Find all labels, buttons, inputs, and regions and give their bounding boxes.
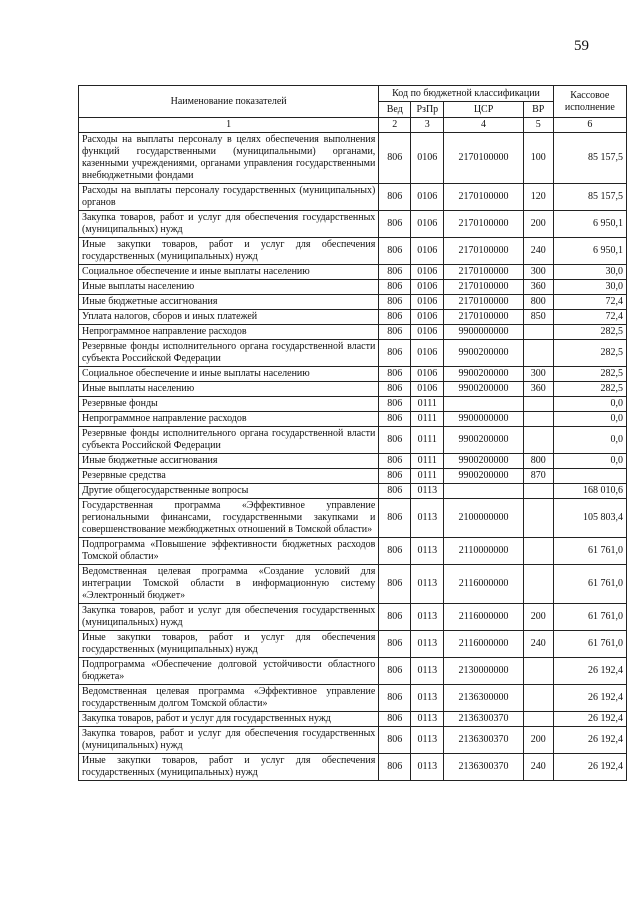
row-name: Непрограммное направление расходов — [79, 412, 379, 427]
row-rzpr: 0111 — [411, 469, 444, 484]
row-sum: 6 950,1 — [553, 238, 626, 265]
row-ved: 806 — [379, 310, 411, 325]
table-row — [79, 565, 627, 604]
row-ved: 806 — [379, 211, 411, 238]
row-sum: 61 761,0 — [553, 604, 626, 631]
table-row — [79, 754, 627, 781]
row-ved: 806 — [379, 604, 411, 631]
row-rzpr: 0113 — [411, 538, 444, 565]
table-row — [79, 184, 627, 211]
row-rzpr: 0113 — [411, 712, 444, 727]
row-csr: 2116000000 — [444, 565, 523, 604]
row-sum: 61 761,0 — [553, 565, 626, 604]
row-vr: 300 — [523, 367, 553, 382]
row-name: Иные бюджетные ассигнования — [79, 454, 379, 469]
table-row — [79, 499, 627, 538]
table-row — [79, 658, 627, 685]
row-vr — [523, 340, 553, 367]
row-ved: 806 — [379, 382, 411, 397]
row-sum: 61 761,0 — [553, 631, 626, 658]
row-rzpr: 0106 — [411, 310, 444, 325]
row-vr: 800 — [523, 295, 553, 310]
row-name: Иные выплаты населению — [79, 280, 379, 295]
row-ved: 806 — [379, 325, 411, 340]
row-ved: 806 — [379, 484, 411, 499]
table-row — [79, 727, 627, 754]
row-ved: 806 — [379, 499, 411, 538]
row-sum: 105 803,4 — [553, 499, 626, 538]
row-rzpr: 0113 — [411, 727, 444, 754]
row-sum: 85 157,5 — [553, 133, 626, 184]
row-vr — [523, 397, 553, 412]
row-rzpr: 0113 — [411, 565, 444, 604]
row-vr — [523, 538, 553, 565]
row-rzpr: 0113 — [411, 658, 444, 685]
row-sum: 6 950,1 — [553, 211, 626, 238]
row-ved: 806 — [379, 565, 411, 604]
row-vr: 360 — [523, 382, 553, 397]
row-name: Резервные фонды — [79, 397, 379, 412]
row-sum: 30,0 — [553, 265, 626, 280]
row-sum: 26 192,4 — [553, 712, 626, 727]
row-ved: 806 — [379, 280, 411, 295]
table-row — [79, 325, 627, 340]
row-vr: 800 — [523, 454, 553, 469]
row-sum: 72,4 — [553, 295, 626, 310]
table-row — [79, 310, 627, 325]
row-ved: 806 — [379, 469, 411, 484]
table-row — [79, 295, 627, 310]
table-row — [79, 340, 627, 367]
row-ved: 806 — [379, 412, 411, 427]
row-ved: 806 — [379, 295, 411, 310]
row-rzpr: 0113 — [411, 631, 444, 658]
row-csr: 9900200000 — [444, 367, 523, 382]
row-rzpr: 0111 — [411, 412, 444, 427]
table-row — [79, 454, 627, 469]
row-sum: 26 192,4 — [553, 685, 626, 712]
row-sum: 26 192,4 — [553, 658, 626, 685]
row-name: Подпрограмма «Повышение эффективности бюджетных расходов Томской области» — [79, 538, 379, 565]
row-rzpr: 0113 — [411, 685, 444, 712]
header-col-number: 1 — [79, 118, 379, 133]
row-name: Закупка товаров, работ и услуг для обеспечения государственных (муниципальных) нужд — [79, 604, 379, 631]
row-vr — [523, 499, 553, 538]
table-row — [79, 538, 627, 565]
table-body — [79, 133, 627, 781]
row-ved: 806 — [379, 397, 411, 412]
row-vr: 240 — [523, 631, 553, 658]
table-row — [79, 484, 627, 499]
row-sum: 30,0 — [553, 280, 626, 295]
row-rzpr: 0106 — [411, 133, 444, 184]
row-ved: 806 — [379, 712, 411, 727]
row-name: Закупка товаров, работ и услуг для обеспечения государственных (муниципальных) нужд — [79, 211, 379, 238]
row-ved: 806 — [379, 685, 411, 712]
table-row — [79, 604, 627, 631]
row-name: Закупка товаров, работ и услуг для обеспечения государственных (муниципальных) нужд — [79, 727, 379, 754]
row-vr: 100 — [523, 133, 553, 184]
table-row — [79, 469, 627, 484]
row-csr: 2170100000 — [444, 184, 523, 211]
row-vr: 200 — [523, 211, 553, 238]
row-ved: 806 — [379, 658, 411, 685]
row-vr — [523, 427, 553, 454]
row-csr: 2170100000 — [444, 238, 523, 265]
header-col-number: 3 — [411, 118, 444, 133]
row-sum: 85 157,5 — [553, 184, 626, 211]
row-sum: 282,5 — [553, 367, 626, 382]
table-row — [79, 238, 627, 265]
table-row — [79, 265, 627, 280]
row-csr: 2136300370 — [444, 754, 523, 781]
row-name: Иные закупки товаров, работ и услуг для обеспечения государственных (муниципальных) нужд — [79, 754, 379, 781]
row-rzpr: 0106 — [411, 211, 444, 238]
header-name: Наименование показателей — [79, 86, 379, 118]
row-sum — [553, 469, 626, 484]
row-rzpr: 0106 — [411, 280, 444, 295]
row-sum: 0,0 — [553, 427, 626, 454]
row-sum: 26 192,4 — [553, 727, 626, 754]
table-row — [79, 712, 627, 727]
row-rzpr: 0106 — [411, 238, 444, 265]
row-csr: 2170100000 — [444, 265, 523, 280]
row-ved: 806 — [379, 265, 411, 280]
row-csr: 2130000000 — [444, 658, 523, 685]
header-cash-execution: Кассовое исполнение — [553, 86, 626, 118]
table-row — [79, 280, 627, 295]
row-name: Резервные средства — [79, 469, 379, 484]
row-csr: 9900200000 — [444, 427, 523, 454]
row-csr: 2170100000 — [444, 211, 523, 238]
row-name: Расходы на выплаты персоналу в целях обеспечения выполнения функций государственными (муниципальными) органами, казенными учреждениями, органами управления государственными внебюджетными фондами — [79, 133, 379, 184]
row-name: Иные закупки товаров, работ и услуг для обеспечения государственных (муниципальных) нужд — [79, 238, 379, 265]
header-col-number: 2 — [379, 118, 411, 133]
row-csr: 2170100000 — [444, 310, 523, 325]
row-csr: 2100000000 — [444, 499, 523, 538]
row-sum: 72,4 — [553, 310, 626, 325]
table-row — [79, 367, 627, 382]
header-col-number: 5 — [523, 118, 553, 133]
header-classification-group: Код по бюджетной классификации — [379, 86, 553, 102]
table-row — [79, 685, 627, 712]
row-vr — [523, 412, 553, 427]
row-vr — [523, 712, 553, 727]
header-col-number: 6 — [553, 118, 626, 133]
header-rzpr: РзПр — [411, 102, 444, 118]
table-row — [79, 133, 627, 184]
row-sum: 168 010,6 — [553, 484, 626, 499]
row-name: Другие общегосударственные вопросы — [79, 484, 379, 499]
row-ved: 806 — [379, 454, 411, 469]
row-sum: 26 192,4 — [553, 754, 626, 781]
row-vr: 200 — [523, 727, 553, 754]
row-csr — [444, 484, 523, 499]
row-name: Социальное обеспечение и иные выплаты населению — [79, 367, 379, 382]
header-col-number: 4 — [444, 118, 523, 133]
row-name: Закупка товаров, работ и услуг для государственных нужд — [79, 712, 379, 727]
header-ved: Вед — [379, 102, 411, 118]
row-vr: 120 — [523, 184, 553, 211]
row-vr: 870 — [523, 469, 553, 484]
row-vr — [523, 325, 553, 340]
row-name: Государственная программа «Эффективное управление региональными финансами, государственными закупками и совершенствование межбюджетных отношений в Томской области» — [79, 499, 379, 538]
row-name: Иные закупки товаров, работ и услуг для обеспечения государственных (муниципальных) нужд — [79, 631, 379, 658]
table-row — [79, 427, 627, 454]
row-ved: 806 — [379, 238, 411, 265]
row-rzpr: 0106 — [411, 265, 444, 280]
row-csr: 9900200000 — [444, 454, 523, 469]
row-csr: 2116000000 — [444, 604, 523, 631]
row-csr: 2136300370 — [444, 712, 523, 727]
row-csr: 9900000000 — [444, 412, 523, 427]
row-vr — [523, 565, 553, 604]
table-row — [79, 631, 627, 658]
row-ved: 806 — [379, 133, 411, 184]
row-name: Ведомственная целевая программа «Эффективное управление государственным долгом Томской области» — [79, 685, 379, 712]
table-row — [79, 397, 627, 412]
row-name: Социальное обеспечение и иные выплаты населению — [79, 265, 379, 280]
row-vr: 300 — [523, 265, 553, 280]
row-ved: 806 — [379, 184, 411, 211]
table-row — [79, 211, 627, 238]
row-csr: 2136300370 — [444, 727, 523, 754]
row-vr: 240 — [523, 754, 553, 781]
row-sum: 282,5 — [553, 340, 626, 367]
row-name: Иные бюджетные ассигнования — [79, 295, 379, 310]
row-csr: 9900200000 — [444, 382, 523, 397]
row-ved: 806 — [379, 340, 411, 367]
row-csr: 2170100000 — [444, 133, 523, 184]
row-rzpr: 0111 — [411, 454, 444, 469]
row-rzpr: 0106 — [411, 382, 444, 397]
row-ved: 806 — [379, 538, 411, 565]
row-vr — [523, 484, 553, 499]
row-name: Подпрограмма «Обеспечение долговой устойчивости областного бюджета» — [79, 658, 379, 685]
row-csr: 9900000000 — [444, 325, 523, 340]
row-rzpr: 0113 — [411, 754, 444, 781]
row-rzpr: 0113 — [411, 499, 444, 538]
row-csr: 9900200000 — [444, 469, 523, 484]
row-ved: 806 — [379, 754, 411, 781]
row-vr — [523, 685, 553, 712]
row-sum: 282,5 — [553, 382, 626, 397]
row-vr — [523, 658, 553, 685]
row-sum: 61 761,0 — [553, 538, 626, 565]
row-name: Ведомственная целевая программа «Создание условий для интеграции Томской области в информационную систему «Электронный бюджет» — [79, 565, 379, 604]
row-sum: 282,5 — [553, 325, 626, 340]
row-name: Резервные фонды исполнительного органа государственной власти субъекта Российской Федерации — [79, 427, 379, 454]
header-vr: ВР — [523, 102, 553, 118]
row-vr: 200 — [523, 604, 553, 631]
row-sum: 0,0 — [553, 412, 626, 427]
row-name: Резервные фонды исполнительного органа государственной власти субъекта Российской Федерации — [79, 340, 379, 367]
row-rzpr: 0113 — [411, 604, 444, 631]
row-name: Уплата налогов, сборов и иных платежей — [79, 310, 379, 325]
page-number: 59 — [574, 38, 589, 54]
table-row — [79, 412, 627, 427]
row-sum: 0,0 — [553, 454, 626, 469]
row-csr: 2116000000 — [444, 631, 523, 658]
row-csr: 2170100000 — [444, 295, 523, 310]
row-name: Расходы на выплаты персоналу государственных (муниципальных) органов — [79, 184, 379, 211]
row-csr — [444, 397, 523, 412]
row-vr: 360 — [523, 280, 553, 295]
row-rzpr: 0106 — [411, 184, 444, 211]
row-csr: 2170100000 — [444, 280, 523, 295]
row-ved: 806 — [379, 367, 411, 382]
row-rzpr: 0106 — [411, 295, 444, 310]
budget-execution-table — [78, 85, 627, 781]
row-ved: 806 — [379, 727, 411, 754]
row-vr: 850 — [523, 310, 553, 325]
row-sum: 0,0 — [553, 397, 626, 412]
row-ved: 806 — [379, 427, 411, 454]
row-csr: 2110000000 — [444, 538, 523, 565]
row-name: Иные выплаты населению — [79, 382, 379, 397]
row-csr: 2136300000 — [444, 685, 523, 712]
row-vr: 240 — [523, 238, 553, 265]
row-rzpr: 0106 — [411, 367, 444, 382]
table-row — [79, 382, 627, 397]
row-rzpr: 0111 — [411, 397, 444, 412]
row-csr: 9900200000 — [444, 340, 523, 367]
row-rzpr: 0111 — [411, 427, 444, 454]
row-ved: 806 — [379, 631, 411, 658]
header-csr: ЦСР — [444, 102, 523, 118]
row-rzpr: 0113 — [411, 484, 444, 499]
row-rzpr: 0106 — [411, 325, 444, 340]
row-name: Непрограммное направление расходов — [79, 325, 379, 340]
row-rzpr: 0106 — [411, 340, 444, 367]
